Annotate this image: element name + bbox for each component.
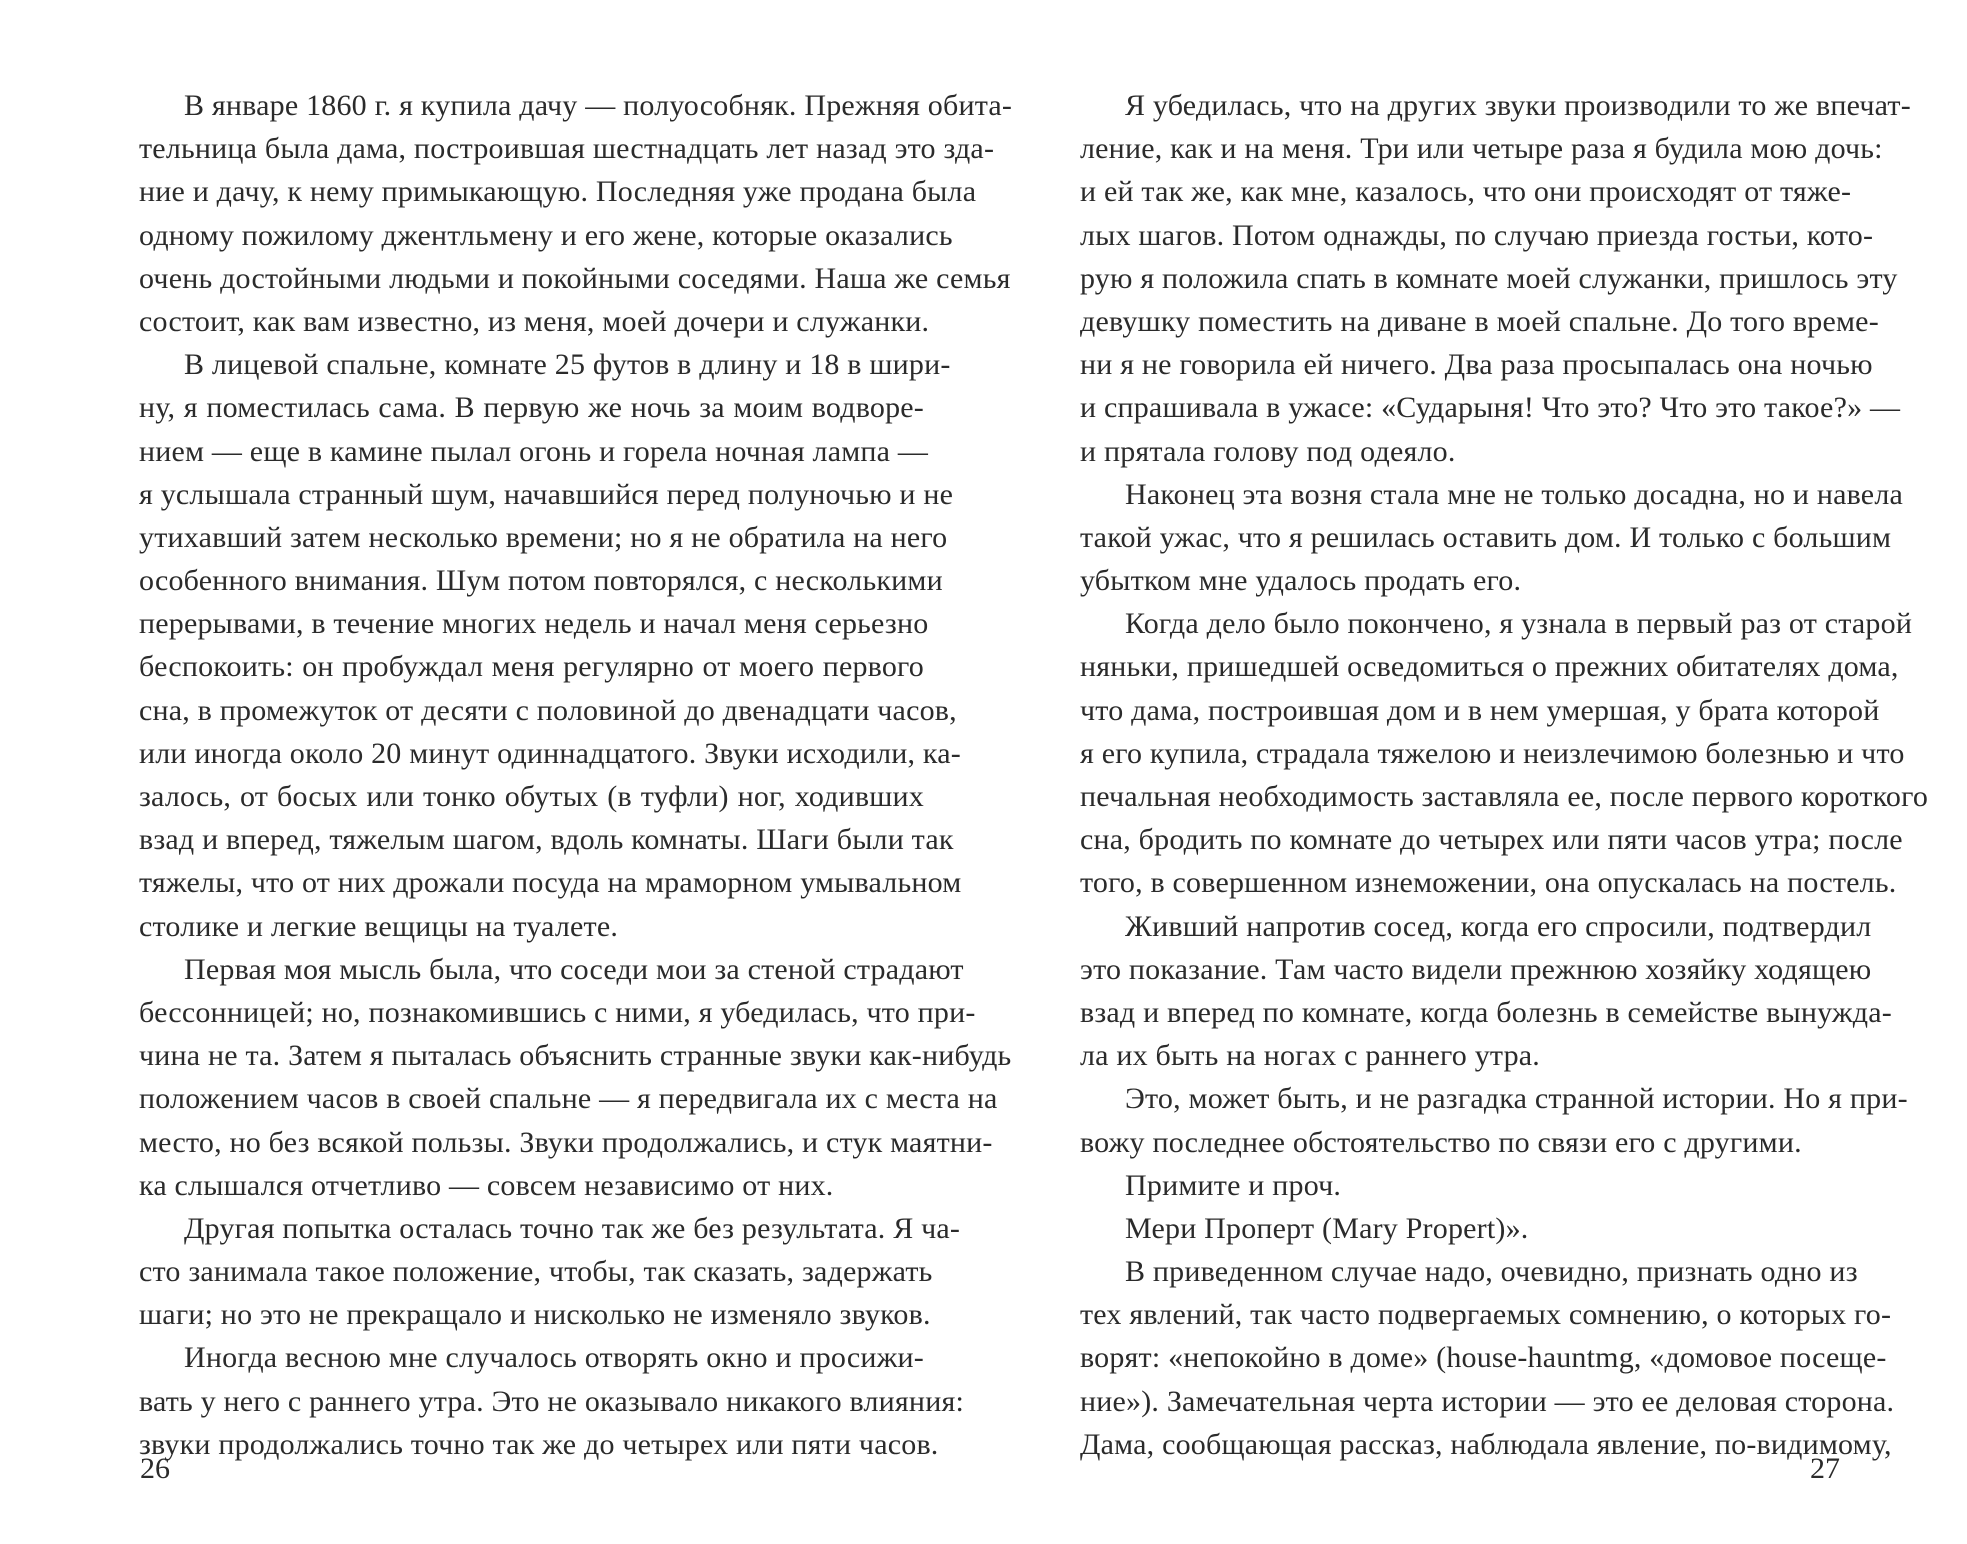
- text-line: сто занимала такое положение, чтобы, так сказать, задержать: [139, 1255, 933, 1289]
- text-line: Дама, сообщающая рассказ, наблюдала явление, по-видимому,: [1080, 1427, 1892, 1461]
- text-line: состоит, как вам известно, из меня, моей дочери и служанки.: [139, 304, 930, 338]
- text-line: Примите и проч.: [1125, 1168, 1342, 1202]
- text-line: особенного внимания. Шум потом повторялся, с несколькими: [139, 564, 943, 598]
- text-line: я услышала странный шум, начавшийся перед полуночью и не: [139, 477, 954, 511]
- text-line: место, но без всякой пользы. Звуки продолжались, и стук маятни-: [139, 1125, 993, 1159]
- text-line: такой ужас, что я решилась оставить дом. И только с большим: [1080, 520, 1892, 554]
- text-line: звуки продолжались точно так же до четырех или пяти часов.: [139, 1427, 939, 1461]
- text-line: утихавший затем несколько времени; но я не обратила на него: [139, 520, 948, 554]
- text-line: Другая попытка осталась точно так же без результата. Я ча-: [184, 1211, 961, 1245]
- text-line: ни я не говорила ей ничего. Два раза просыпалась она ночью: [1080, 348, 1873, 382]
- right-page: [983, 0, 1967, 1544]
- text-line: лых шагов. Потом однажды, по случаю приезда гостьи, кото-: [1080, 218, 1874, 252]
- text-line: девушку поместить на диване в моей спальне. До того време-: [1080, 304, 1879, 338]
- text-line: Я убедилась, что на других звуки производили то же впечат-: [1125, 89, 1911, 122]
- text-line: ние и дачу, к нему примыкающую. Последняя уже продана была: [139, 175, 977, 209]
- text-line: положением часов в своей спальне — я передвигала их с места на: [139, 1082, 998, 1116]
- text-line: вать у него с раннего утра. Это не оказывало никакого влияния:: [139, 1384, 964, 1418]
- text-line: очень достойными людьми и покойными соседями. Наша же семья: [139, 261, 1011, 295]
- text-line: шаги; но это не прекращало и нисколько не изменяло звуков.: [139, 1298, 931, 1332]
- text-line: вожу последнее обстоятельство по связи его с другими.: [1080, 1125, 1802, 1159]
- text-line: бессонницей; но, познакомившись с ними, я убедилась, что при-: [139, 995, 976, 1029]
- text-line: сна, бродить по комнате до четырех или пяти часов утра; после: [1080, 823, 1903, 857]
- text-line: и ей так же, как мне, казалось, что они происходят от тяже-: [1080, 175, 1852, 209]
- page-number: 26: [140, 1452, 170, 1485]
- text-line: В январе 1860 г. я купила дачу — полуособняк. Прежняя обита-: [184, 89, 1013, 122]
- text-line: залось, от босых или тонко обутых (в туфли) ног, ходивших: [139, 780, 924, 813]
- text-line: ла их быть на ногах с раннего утра.: [1080, 1039, 1541, 1073]
- text-line: того, в совершенном изнеможении, она опускалась на постель.: [1080, 866, 1897, 900]
- text-line: сна, в промежуток от десяти с половиной до двенадцати часов,: [139, 693, 957, 727]
- text-line: или иногда около 20 минут одиннадцатого. Звуки исходили, ка-: [139, 736, 961, 770]
- text-line: нием — еще в камине пылал огонь и горела ночная лампа —: [139, 434, 929, 468]
- right-page-text: [1080, 84, 1929, 1466]
- text-line: и прятала голову под одеяло.: [1080, 434, 1456, 468]
- text-line: печальная необходимость заставляла ее, после первого короткого: [1080, 780, 1929, 813]
- text-line: что дама, построившая дом и в нем умершая, у брата которой: [1080, 693, 1880, 727]
- text-line: перерывами, в течение многих недель и начал меня серьезно: [139, 607, 929, 641]
- text-line: тяжелы, что от них дрожали посуда на мраморном умывальном: [139, 866, 962, 900]
- text-line: беспокоить: он пробуждал меня регулярно от моего первого: [139, 650, 924, 684]
- text-line: столике и легкие вещицы на туалете.: [139, 909, 619, 943]
- left-page-text: [139, 84, 1013, 1466]
- text-line: Живший напротив сосед, когда его спросили, подтвердил: [1125, 909, 1872, 943]
- text-line: чина не та. Затем я пыталась объяснить странные звуки как-нибудь: [139, 1039, 1012, 1073]
- text-line: Иногда весною мне случалось отворять окно и просижи-: [184, 1341, 924, 1375]
- text-line: В лицевой спальне, комнате 25 футов в длину и 18 в шири-: [184, 348, 951, 382]
- page-number: 27: [1810, 1452, 1840, 1485]
- text-line: тех явлений, так часто подвергаемых сомнению, о которых го-: [1080, 1298, 1892, 1332]
- text-line: Первая моя мысль была, что соседи мои за стеной страдают: [184, 952, 964, 986]
- text-line: ворят: «непокойно в доме» (house-hauntmg, «домовое посеще-: [1080, 1341, 1887, 1375]
- text-line: и спрашивала в ужасе: «Сударыня! Что это? Что это такое?» —: [1080, 391, 1901, 425]
- text-line: няньки, пришедшей осведомиться о прежних обитателях дома,: [1080, 650, 1899, 684]
- text-line: Это, может быть, и не разгадка странной истории. Но я при-: [1125, 1082, 1908, 1116]
- text-line: это показание. Там часто видели прежнюю хозяйку ходящею: [1080, 952, 1872, 986]
- text-line: рую я положила спать в комнате моей служанки, пришлось эту: [1080, 261, 1898, 295]
- text-line: ние»). Замечательная черта истории — это ее деловая сторона.: [1080, 1384, 1895, 1418]
- text-line: Наконец эта возня стала мне не только досадна, но и навела: [1125, 477, 1904, 511]
- text-line: я его купила, страдала тяжелою и неизлечимою болезнью и что: [1080, 736, 1905, 770]
- text-line: одному пожилому джентльмену и его жене, которые оказались: [139, 218, 953, 252]
- text-line: ка слышался отчетливо — совсем независимо от них.: [139, 1168, 834, 1202]
- text-line: Когда дело было покончено, я узнала в первый раз от старой: [1125, 607, 1913, 641]
- text-line: убытком мне удалось продать его.: [1080, 564, 1522, 598]
- text-line: Мери Проперт (Mary Propert)».: [1125, 1211, 1529, 1245]
- text-line: тельница была дама, построившая шестнадцать лет назад это зда-: [139, 132, 995, 166]
- text-line: В приведенном случае надо, очевидно, признать одно из: [1125, 1255, 1858, 1289]
- text-line: взад и вперед по комнате, когда болезнь в семействе вынужда-: [1080, 995, 1892, 1029]
- text-line: ление, как и на меня. Три или четыре раза я будила мою дочь:: [1080, 132, 1883, 166]
- text-line: взад и вперед, тяжелым шагом, вдоль комнаты. Шаги были так: [139, 823, 954, 857]
- text-line: ну, я поместилась сама. В первую же ночь за моим водворе-: [139, 391, 924, 425]
